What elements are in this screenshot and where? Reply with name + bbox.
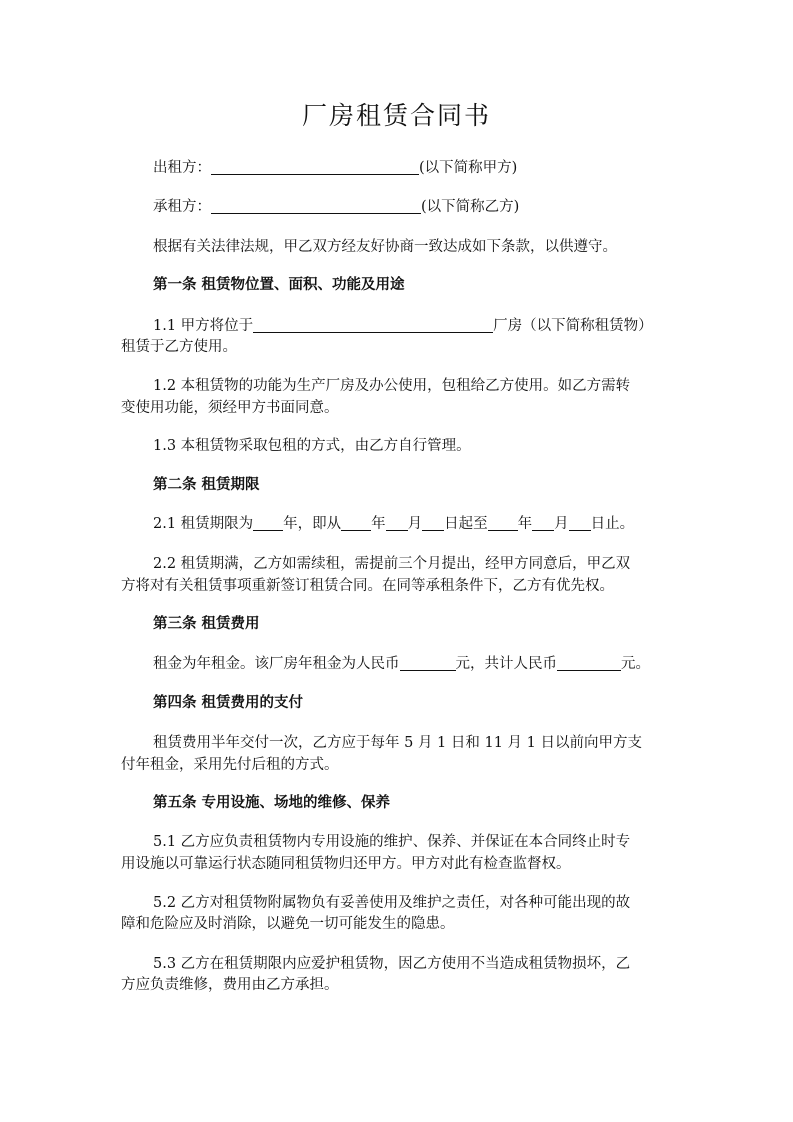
lessee-line [153, 195, 519, 219]
clause-1-2-line-2: 变使用功能，须经甲方书面同意。 [121, 400, 339, 416]
clause-2-1-prefix: 2.1 租赁期限为 [153, 516, 254, 532]
clause-1-1-line-2: 租赁于乙方使用。 [121, 339, 237, 355]
lessor-label: 出租方： [153, 160, 211, 176]
article-2-heading: 第二条 租赁期限 [153, 476, 260, 493]
end-day-blank[interactable] [569, 514, 591, 531]
start-month-blank[interactable] [386, 514, 408, 531]
clause-2-1-m2: 月 [554, 516, 569, 532]
property-location-blank[interactable] [253, 316, 493, 333]
clause-2-1 [153, 512, 634, 536]
clause-2-1-y1: 年 [371, 516, 386, 532]
payment-line-2: 付年租金，采用先付后租的方式。 [121, 757, 339, 773]
clause-5-3-line-2: 方应负责维修，费用由乙方承担。 [121, 977, 339, 993]
lessee-suffix: (以下简称乙方) [421, 199, 520, 215]
term-years-blank[interactable] [253, 514, 283, 531]
lessee-name-blank[interactable] [211, 197, 421, 214]
intro-paragraph: 根据有关法律法规，甲乙双方经友好协商一致达成如下条款，以供遵守。 [153, 239, 617, 255]
lessor-line [153, 156, 517, 180]
end-month-blank[interactable] [532, 514, 554, 531]
clause-1-1-text-b: 厂房（以下简称租赁物） [493, 318, 653, 334]
lessor-name-blank[interactable] [211, 158, 419, 175]
lessor-suffix: (以下简称甲方) [419, 160, 518, 176]
document-title: 厂房租赁合同书 [301, 101, 491, 130]
clause-5-3-line-1: 5.3 乙方在租赁期限内应爱护租赁物，因乙方使用不当造成租赁物损坏，乙 [153, 956, 631, 972]
start-day-blank[interactable] [422, 514, 444, 531]
clause-2-2-line-1: 2.2 租赁期满，乙方如需续租，需提前三个月提出，经甲方同意后，甲乙双 [153, 556, 631, 572]
clause-2-1-m1: 月 [407, 516, 423, 532]
clause-5-2-line-1: 5.2 乙方对租赁物附属物负有妥善使用及维护之责任，对各种可能出现的故 [153, 895, 631, 911]
clause-2-1-d2: 日止。 [590, 516, 635, 532]
rent-text-c: 元。 [621, 656, 650, 672]
rent-text-b: 元，共计人民币 [455, 656, 557, 672]
clause-5-1-line-2: 用设施以可靠运行状态随同租赁物归还甲方。甲方对此有检查监督权。 [121, 856, 571, 872]
annual-rent-blank[interactable] [400, 654, 456, 671]
clause-2-1-y2: 年 [517, 516, 533, 532]
clause-2-1-d1: 日起至 [444, 516, 488, 532]
payment-line-1: 租赁费用半年交付一次，乙方应于每年 5 月 1 日和 11 月 1 日以前向甲方支 [153, 735, 642, 751]
article-5-heading: 第五条 专用设施、场地的维修、保养 [153, 794, 391, 811]
start-year-blank[interactable] [341, 514, 371, 531]
article-3-heading: 第三条 租赁费用 [153, 615, 260, 632]
article-4-heading: 第四条 租赁费用的支付 [153, 694, 304, 711]
total-rent-blank[interactable] [557, 654, 621, 671]
clause-5-2-line-2: 障和危险应及时消除，以避免一切可能发生的隐患。 [121, 916, 455, 932]
lessee-label: 承租方： [153, 199, 211, 215]
article-1-heading: 第一条 租赁物位置、面积、功能及用途 [153, 276, 405, 293]
rent-text-a: 租金为年租金。该厂房年租金为人民币 [153, 656, 400, 672]
clause-1-2-line-1: 1.2 本租赁物的功能为生产厂房及办公使用，包租给乙方使用。如乙方需转 [153, 378, 631, 394]
clause-5-1-line-1: 5.1 乙方应负责租赁物内专用设施的维护、保养、并保证在本合同终止时专 [153, 834, 631, 850]
clause-1-1-text-a: 1.1 甲方将位于 [153, 318, 254, 334]
rent-paragraph [153, 652, 650, 676]
clause-2-2-line-2: 方将对有关租赁事项重新签订租赁合同。在同等承租条件下，乙方有优先权。 [121, 578, 614, 594]
end-year-blank[interactable] [488, 514, 518, 531]
clause-1-3: 1.3 本租赁物采取包租的方式，由乙方自行管理。 [153, 438, 471, 454]
clause-2-1-years: 年，即从 [283, 516, 342, 532]
